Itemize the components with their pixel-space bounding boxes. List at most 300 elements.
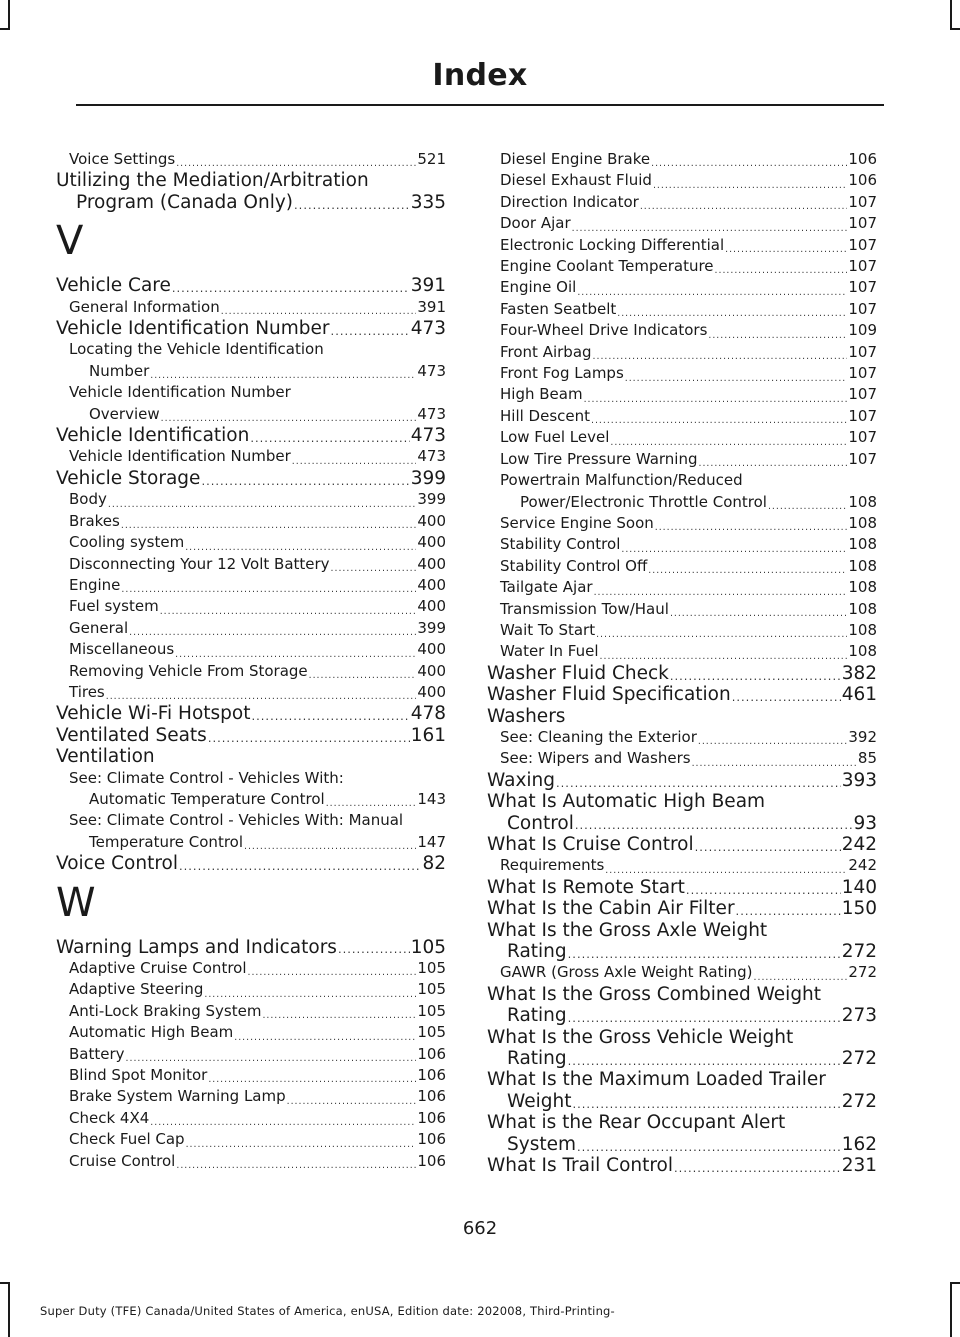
index-entry <box>56 703 446 724</box>
leader-dots <box>568 1056 841 1070</box>
index-entry <box>56 275 446 296</box>
index-subentry <box>487 556 877 577</box>
index-entry <box>487 984 877 1027</box>
entry-label: Washer Fluid Check <box>487 662 669 684</box>
leader-dots <box>768 502 847 513</box>
leader-dots <box>732 692 841 706</box>
page-reference: 140 <box>841 876 877 898</box>
leader-dots <box>201 476 409 490</box>
page-reference: 106 <box>848 150 877 168</box>
entry-label: Engine <box>69 575 121 594</box>
page-reference: 108 <box>848 642 877 661</box>
leader-dots <box>653 181 847 192</box>
page-reference: 147 <box>417 832 446 851</box>
entry-label: What Is the Gross Vehicle Weight <box>487 1026 794 1048</box>
leader-dots <box>176 1161 416 1172</box>
entry-label: General Information <box>69 297 220 316</box>
page-reference: 400 <box>417 661 446 680</box>
page-reference: 162 <box>841 1133 877 1155</box>
page-reference: 473 <box>410 318 446 340</box>
entry-label: Power/Electronic Throttle Control <box>520 492 767 511</box>
page-reference: 382 <box>841 662 877 684</box>
page-reference: 400 <box>417 682 446 701</box>
page-reference: 150 <box>841 898 877 920</box>
page-reference: 400 <box>417 575 446 594</box>
index-subentry <box>56 382 446 425</box>
page-reference: 108 <box>848 578 877 597</box>
index-subentry <box>487 256 877 277</box>
entry-label: What Is the Gross Combined Weight <box>487 983 822 1005</box>
footer-text: Super Duty (TFE) Canada/United States of America, enUSA, Edition date: 202008, Third-Printing- <box>40 1304 615 1318</box>
leader-dots <box>179 861 421 875</box>
page-reference: 272 <box>841 941 877 963</box>
entry-label: Door Ajar <box>500 214 571 233</box>
leader-dots <box>161 414 417 425</box>
page-reference: 107 <box>848 214 877 233</box>
index-subentry <box>487 577 877 598</box>
index-entry <box>487 1027 877 1070</box>
entry-label: Anti-Lock Braking System <box>69 1001 262 1020</box>
index-subentry <box>56 958 446 979</box>
page-reference: 107 <box>848 449 877 468</box>
entry-label: Voice Control <box>56 853 178 875</box>
leader-dots <box>292 457 417 468</box>
index-subentry <box>487 299 877 320</box>
leader-dots <box>572 1099 840 1113</box>
index-subentry <box>487 534 877 555</box>
leader-dots <box>129 628 416 639</box>
entry-label: Waxing <box>487 769 556 791</box>
index-subentry <box>56 1044 446 1065</box>
leader-dots <box>556 778 841 792</box>
entry-label: Miscellaneous <box>69 640 175 659</box>
entry-label: What Is Automatic High Beam <box>487 791 766 813</box>
index-subentry <box>487 427 877 448</box>
page-reference: 242 <box>848 856 877 875</box>
index-subentry <box>56 1001 446 1022</box>
crop-mark <box>950 0 952 28</box>
index-subentry <box>56 618 446 639</box>
page-reference: 106 <box>417 1151 446 1170</box>
entry-label: Adaptive Cruise Control <box>69 959 247 977</box>
entry-label: Battery <box>69 1044 125 1063</box>
index-entry <box>487 877 877 898</box>
page-reference: 105 <box>410 936 446 958</box>
page-number: 662 <box>462 1218 498 1239</box>
index-entry <box>56 318 446 339</box>
leader-dots <box>600 652 848 663</box>
page-reference: 521 <box>417 150 446 168</box>
index-entry <box>56 937 446 958</box>
entry-label: Vehicle Wi-Fi Hotspot <box>56 703 251 725</box>
leader-dots <box>160 607 417 618</box>
index-subentry <box>56 511 446 532</box>
entry-label: Control <box>507 812 574 834</box>
entry-label: Engine Coolant Temperature <box>500 257 714 276</box>
index-entry <box>56 468 446 489</box>
leader-dots <box>262 1011 416 1022</box>
entry-label: What Is the Maximum Loaded Trailer <box>487 1069 826 1091</box>
page-reference: 473 <box>417 404 446 423</box>
leader-dots <box>648 566 847 577</box>
page-reference: 391 <box>417 297 446 316</box>
index-entry <box>487 791 877 834</box>
index-subentry <box>56 554 446 575</box>
crop-mark <box>8 1282 10 1337</box>
leader-dots <box>575 820 853 834</box>
leader-dots <box>674 1163 841 1177</box>
index-subentry <box>56 339 446 382</box>
entry-label: Diesel Engine Brake <box>500 150 651 168</box>
entry-label: Vehicle Identification <box>56 425 250 447</box>
entry-label: GAWR (Gross Axle Weight Rating) <box>500 963 753 982</box>
index-subentry <box>56 149 446 170</box>
page-reference: 473 <box>410 425 446 447</box>
entry-label: Direction Indicator <box>500 192 639 211</box>
entry-label: General <box>69 618 129 637</box>
page-reference: 106 <box>417 1130 446 1149</box>
index-subentry <box>56 532 446 553</box>
entry-label: Program (Canada Only) <box>76 191 294 213</box>
page-reference: 107 <box>848 385 877 404</box>
leader-dots <box>121 585 416 596</box>
entry-label: Ventilated Seats <box>56 724 207 746</box>
leader-dots <box>172 283 410 297</box>
index-subentry <box>487 406 877 427</box>
page-reference: 272 <box>841 1048 877 1070</box>
entry-label: Brakes <box>69 511 120 530</box>
index-subentry <box>56 639 446 660</box>
index-subentry <box>487 620 877 641</box>
entry-label: Tires <box>69 682 105 701</box>
entry-label: Front Airbag <box>500 342 592 361</box>
entry-label: What Is Remote Start <box>487 876 685 898</box>
page-reference: 272 <box>848 963 877 982</box>
entry-label: See: Cleaning the Exterior <box>500 727 697 746</box>
page-reference: 399 <box>417 618 446 637</box>
page-reference: 231 <box>841 1155 877 1177</box>
page-reference: 107 <box>848 406 877 425</box>
entry-label: Washer Fluid Specification <box>487 684 731 706</box>
entry-label: Automatic Temperature Control <box>89 789 325 808</box>
entry-label: Check Fuel Cap <box>69 1130 185 1149</box>
index-subentry <box>56 1129 446 1150</box>
index-column-left <box>56 149 446 1172</box>
entry-label: What is the Rear Occupant Alert <box>487 1112 786 1134</box>
index-entry <box>487 834 877 855</box>
leader-dots <box>338 944 410 958</box>
index-subentry <box>487 235 877 256</box>
index-subentry <box>56 446 446 467</box>
index-subentry <box>487 855 877 876</box>
page-reference: 400 <box>417 554 446 573</box>
leader-dots <box>185 543 416 554</box>
entry-label: Fuel system <box>69 597 159 616</box>
entry-label: Temperature Control <box>89 832 244 851</box>
index-subentry <box>487 384 877 405</box>
page-reference: 107 <box>848 235 877 254</box>
crop-mark <box>8 0 10 28</box>
leader-dots <box>572 224 848 235</box>
leader-dots <box>640 202 848 213</box>
leader-dots <box>605 866 847 877</box>
leader-dots <box>655 523 848 534</box>
leader-dots <box>715 266 848 277</box>
page-reference: 108 <box>848 599 877 618</box>
entry-label: Adaptive Steering <box>69 980 204 999</box>
page-reference: 109 <box>848 321 877 340</box>
index-subentry <box>56 1022 446 1043</box>
entry-label: Vehicle Storage <box>56 467 201 489</box>
index-subentry <box>56 768 446 811</box>
index-entry <box>56 746 446 767</box>
leader-dots <box>754 973 848 984</box>
page-reference: 93 <box>853 812 877 834</box>
entry-label: Weight <box>507 1090 572 1112</box>
crop-mark <box>950 1282 960 1284</box>
page-reference: 85 <box>857 749 877 768</box>
leader-dots <box>568 1013 841 1027</box>
leader-dots <box>108 500 416 511</box>
entry-label: Cooling system <box>69 533 185 552</box>
page-reference: 400 <box>417 597 446 616</box>
entry-label: Cruise Control <box>69 1151 176 1170</box>
leader-dots <box>331 564 417 575</box>
index-subentry <box>487 363 877 384</box>
entry-label: Powertrain Malfunction/Reduced <box>500 471 743 490</box>
index-subentry <box>56 489 446 510</box>
page-reference: 399 <box>417 490 446 509</box>
leader-dots <box>150 1118 416 1129</box>
index-subentry <box>487 149 877 170</box>
index-subentry <box>487 342 877 363</box>
leader-dots <box>594 588 848 599</box>
page-reference: 108 <box>848 556 877 575</box>
leader-dots <box>686 885 841 899</box>
page-reference: 143 <box>417 789 446 808</box>
entry-label: Low Fuel Level <box>500 428 610 447</box>
index-subentry <box>487 641 877 662</box>
index-entry <box>56 853 446 874</box>
entry-label: Low Tire Pressure Warning <box>500 449 698 468</box>
entry-label: Stability Control Off <box>500 556 648 575</box>
crop-mark <box>950 1282 952 1337</box>
page-reference: 393 <box>841 769 877 791</box>
leader-dots <box>244 842 416 853</box>
index-subentry <box>56 1065 446 1086</box>
page-reference: 105 <box>417 959 446 977</box>
page-reference: 242 <box>841 834 877 855</box>
index-subentry <box>487 192 877 213</box>
entry-label: Vehicle Identification Number <box>69 383 291 402</box>
entry-label: Tailgate Ajar <box>500 578 593 597</box>
entry-label: Engine Oil <box>500 278 577 297</box>
page-reference: 391 <box>410 275 446 297</box>
leader-dots <box>725 245 847 256</box>
page-reference: 82 <box>422 853 446 875</box>
entry-label: Brake System Warning Lamp <box>69 1087 286 1106</box>
page-reference: 161 <box>410 724 446 746</box>
leader-dots <box>591 416 847 427</box>
page-reference: 107 <box>848 342 877 361</box>
page-reference: 106 <box>417 1066 446 1085</box>
index-subentry <box>56 1086 446 1107</box>
index-entry <box>487 1069 877 1112</box>
leader-dots <box>248 968 417 979</box>
leader-dots <box>584 395 848 406</box>
index-entry <box>56 725 446 746</box>
entry-label: Utilizing the Mediation/Arbitration <box>56 170 369 192</box>
page-reference: 399 <box>410 467 446 489</box>
page-reference: 108 <box>848 513 877 532</box>
page-reference: 335 <box>410 191 446 213</box>
entry-label: Wait To Start <box>500 620 596 639</box>
entry-label: Disconnecting Your 12 Volt Battery <box>69 554 330 573</box>
entry-label: Rating <box>507 941 567 963</box>
entry-label: See: Wipers and Washers <box>500 749 691 768</box>
entry-label: Blind Spot Monitor <box>69 1066 208 1085</box>
leader-dots <box>326 799 417 810</box>
index-subentry <box>56 1108 446 1129</box>
page-reference: 105 <box>417 1001 446 1020</box>
entry-label: What Is Trail Control <box>487 1155 674 1177</box>
index-subentry <box>487 727 877 748</box>
crop-mark <box>0 28 10 30</box>
entry-label: Diesel Exhaust Fluid <box>500 171 652 190</box>
leader-dots <box>150 371 416 382</box>
index-section-letter: W <box>56 879 96 926</box>
entry-label: Electronic Locking Differential <box>500 235 725 254</box>
entry-label: What Is the Gross Axle Weight <box>487 919 768 941</box>
index-entry <box>487 684 877 705</box>
leader-dots <box>176 159 416 170</box>
index-subentry <box>487 962 877 983</box>
leader-dots <box>593 352 848 363</box>
index-subentry <box>487 170 877 191</box>
entry-label: High Beam <box>500 385 583 404</box>
index-subentry <box>487 599 877 620</box>
entry-label: Vehicle Care <box>56 275 171 297</box>
index-subentry <box>487 513 877 534</box>
entry-label: What Is the Cabin Air Filter <box>487 898 735 920</box>
entry-label: Ventilation <box>56 746 155 768</box>
page-reference: 107 <box>848 428 877 447</box>
leader-dots <box>610 438 847 449</box>
entry-label: Washers <box>487 705 566 727</box>
entry-label: Locating the Vehicle Identification <box>69 340 324 359</box>
index-entry <box>487 920 877 963</box>
index-subentry <box>56 1151 446 1172</box>
leader-dots <box>208 1075 416 1086</box>
page-reference: 107 <box>848 299 877 318</box>
leader-dots <box>625 374 848 385</box>
page-reference: 106 <box>417 1108 446 1127</box>
page-reference: 273 <box>841 1005 877 1027</box>
entry-label: Check 4X4 <box>69 1108 150 1127</box>
index-subentry <box>487 470 877 513</box>
page-reference: 106 <box>848 171 877 190</box>
index-subentry <box>56 297 446 318</box>
leader-dots <box>695 842 841 856</box>
entry-label: Overview <box>89 404 160 423</box>
index-entry <box>487 1112 877 1155</box>
entry-label: Service Engine Soon <box>500 513 654 532</box>
page-reference: 478 <box>410 703 446 725</box>
index-section-letter: V <box>56 218 84 265</box>
page-reference: 107 <box>848 192 877 211</box>
leader-dots <box>596 630 847 641</box>
leader-dots <box>708 331 847 342</box>
index-entry <box>487 1155 877 1176</box>
index-subentry <box>487 277 877 298</box>
entry-label: Front Fog Lamps <box>500 364 624 383</box>
entry-label: Number <box>89 361 150 380</box>
leader-dots <box>234 1033 416 1044</box>
page-reference: 107 <box>848 257 877 276</box>
leader-dots <box>699 459 848 470</box>
index-subentry <box>487 748 877 769</box>
leader-dots <box>186 1140 417 1151</box>
page-reference: 106 <box>417 1044 446 1063</box>
crop-mark <box>0 1282 10 1284</box>
page-reference: 392 <box>848 727 877 746</box>
index-subentry <box>487 320 877 341</box>
entry-label: Vehicle Identification Number <box>69 447 291 466</box>
entry-label: Warning Lamps and Indicators <box>56 936 337 958</box>
leader-dots <box>294 200 410 214</box>
page-reference: 105 <box>417 1023 446 1042</box>
leader-dots <box>287 1097 417 1108</box>
leader-dots <box>577 1142 841 1156</box>
entry-label: System <box>507 1133 576 1155</box>
entry-label: Requirements <box>500 856 605 875</box>
page-reference: 107 <box>848 278 877 297</box>
leader-dots <box>208 733 410 747</box>
index-subentry <box>56 661 446 682</box>
entry-label: What Is Cruise Control <box>487 834 694 855</box>
page-reference: 473 <box>417 361 446 380</box>
page-reference: 400 <box>417 511 446 530</box>
page-reference: 107 <box>848 364 877 383</box>
header-rule <box>76 104 884 106</box>
leader-dots <box>175 650 416 661</box>
entry-label: Automatic High Beam <box>69 1023 234 1042</box>
leader-dots <box>568 949 841 963</box>
index-subentry <box>56 575 446 596</box>
leader-dots <box>309 671 417 682</box>
leader-dots <box>698 737 847 748</box>
index-subentry <box>56 810 446 853</box>
leader-dots <box>617 309 847 320</box>
leader-dots <box>121 521 417 532</box>
leader-dots <box>651 159 847 170</box>
leader-dots <box>250 433 409 447</box>
entry-label: Vehicle Identification Number <box>56 318 330 340</box>
index-subentry <box>487 213 877 234</box>
leader-dots <box>577 288 847 299</box>
index-entry <box>487 706 877 727</box>
entry-label: Voice Settings <box>69 150 176 168</box>
leader-dots <box>126 1054 417 1065</box>
page-reference: 106 <box>417 1087 446 1106</box>
entry-label: Stability Control <box>500 535 621 554</box>
index-entry <box>487 663 877 684</box>
leader-dots <box>692 759 857 770</box>
leader-dots <box>106 692 417 703</box>
leader-dots <box>252 711 410 725</box>
entry-label: Hill Descent <box>500 406 591 425</box>
index-subentry <box>487 449 877 470</box>
